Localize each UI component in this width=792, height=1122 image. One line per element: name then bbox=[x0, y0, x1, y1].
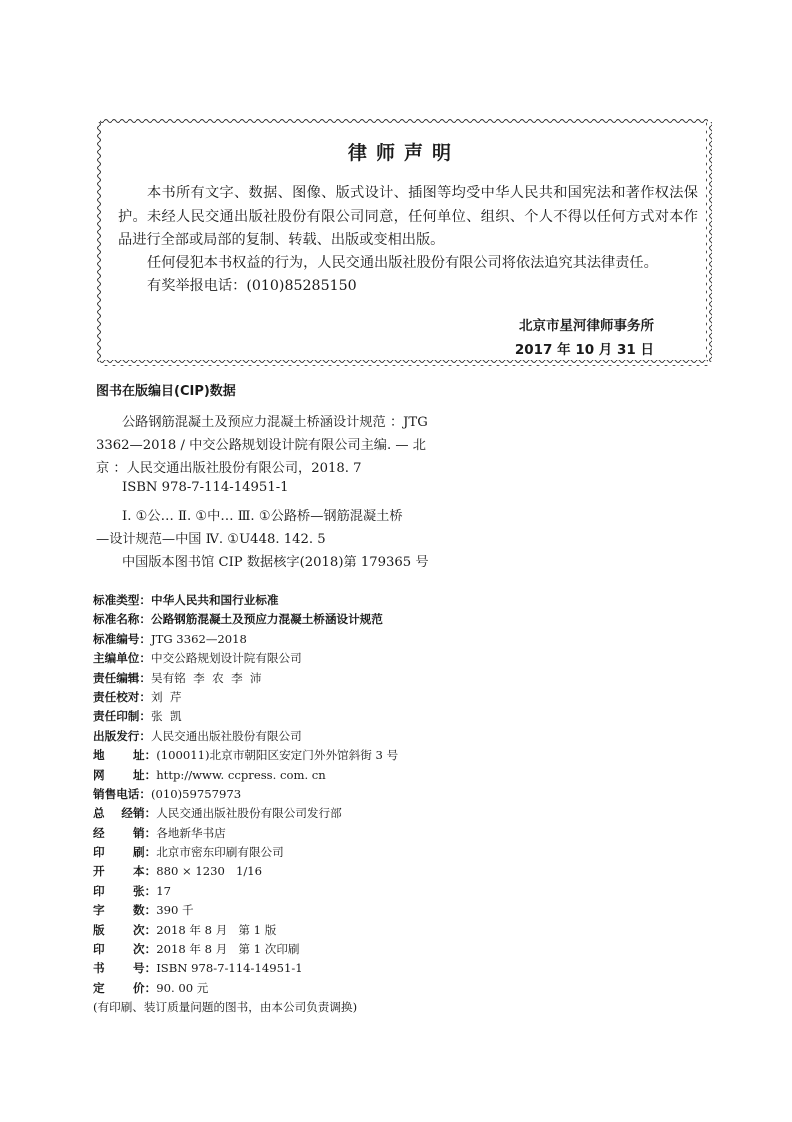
info-value: 刘 芹 bbox=[150, 689, 182, 704]
info-label: 责任校对： bbox=[93, 689, 151, 704]
info-value: 吴有铭 李 农 李 沛 bbox=[150, 670, 262, 685]
info-row-proofreader bbox=[93, 688, 693, 707]
quality-note bbox=[93, 998, 693, 1017]
info-row-price bbox=[93, 979, 693, 998]
info-label: 销售电话： bbox=[93, 786, 151, 801]
info-value: 各地新华书店 bbox=[156, 825, 226, 840]
cip-line: 京 ：人民交通出版社股份有限公司，2018. 7 bbox=[96, 461, 362, 476]
info-row-responsible-editor bbox=[93, 669, 693, 688]
info-label: 次： bbox=[133, 922, 157, 937]
info-label: 号： bbox=[133, 961, 157, 976]
info-label: 次： bbox=[133, 942, 157, 957]
info-value: 公路钢筋混凝土及预应力混凝土桥涵设计规范 bbox=[150, 612, 383, 627]
notice-paragraph-copyright: 本书所有文字、数据、图像、版式设计、插图等均受中华人民共和国宪法和著作权法保护。未经人民交通出版社股份有限公司同意，任何单位、组织、个人不得以任何方式对本作品进行全部或局部的复制、转载、出版或变相出版。 bbox=[118, 185, 698, 248]
info-value: 2018 年 8 月 第 1 次印刷 bbox=[156, 942, 300, 957]
info-value: 北京市密东印刷有限公司 bbox=[156, 845, 284, 860]
info-value: (010)59757973 bbox=[150, 786, 242, 801]
info-value: 90. 00 元 bbox=[156, 980, 209, 995]
cip-line: 公路钢筋混凝土及预应力混凝土桥涵设计规范 ：JTG bbox=[122, 415, 428, 430]
notice-paragraph-hotline: 有奖举报电话：(010)85285150 bbox=[147, 278, 357, 294]
info-label: 址： bbox=[133, 767, 157, 782]
info-label: 标准类型： bbox=[93, 593, 151, 607]
info-row-distributor bbox=[93, 804, 693, 823]
info-label: 出版发行： bbox=[93, 728, 151, 743]
info-value: ISBN 978-7-114-14951-1 bbox=[156, 961, 303, 976]
info-row-print-supervisor bbox=[93, 707, 693, 726]
info-row-standard-type bbox=[93, 591, 693, 610]
info-value: 张 凯 bbox=[150, 709, 182, 724]
info-label: 印 bbox=[93, 942, 105, 957]
info-row-sales-phone bbox=[93, 785, 693, 804]
info-label: 经 bbox=[93, 825, 105, 840]
cip-heading: 图书在版编目(CIP)数据 bbox=[96, 384, 236, 399]
info-label: 网 bbox=[93, 767, 105, 782]
info-value: http://www. ccpress. com. cn bbox=[156, 767, 326, 782]
info-row-retailer bbox=[93, 824, 693, 843]
info-label: 印 bbox=[93, 883, 105, 898]
notice-signature-org: 北京市星河律师事务所 bbox=[519, 318, 654, 334]
notice-paragraph-infringement: 任何侵犯本书权益的行为，人民交通出版社股份有限公司将依法追究其法律责任。 bbox=[147, 255, 658, 271]
info-label: 总 经 bbox=[93, 806, 133, 821]
info-label: 地 bbox=[93, 748, 105, 763]
info-label: 定 bbox=[93, 980, 105, 995]
info-label: 书 bbox=[93, 961, 105, 976]
info-label: 数： bbox=[133, 903, 157, 918]
info-label: 销： bbox=[133, 825, 157, 840]
info-row-publisher bbox=[93, 727, 693, 746]
cip-line: 中国版本图书馆 CIP 数据核字(2018)第 179365 号 bbox=[122, 555, 429, 570]
info-row-isbn bbox=[93, 959, 693, 978]
cip-line: Ⅰ. ①公… Ⅱ. ①中… Ⅲ. ①公路桥—钢筋混凝土桥 bbox=[122, 509, 403, 524]
info-row-impression bbox=[93, 940, 693, 959]
info-value: (100011)北京市朝阳区安定门外外馆斜街 3 号 bbox=[156, 748, 399, 763]
info-value: 390 千 bbox=[156, 903, 194, 918]
info-label: 责任编辑： bbox=[93, 670, 151, 685]
info-label: 版 bbox=[93, 922, 105, 937]
info-value: 中交公路规划设计院有限公司 bbox=[150, 651, 302, 666]
cip-line: —设计规范—中国 Ⅳ. ①U448. 142. 5 bbox=[96, 532, 326, 547]
info-value: 2018 年 8 月 第 1 版 bbox=[156, 922, 277, 937]
info-row-standard-code bbox=[93, 630, 693, 649]
notice-signature-date: 2017 年 10 月 31 日 bbox=[514, 342, 654, 358]
info-row-format bbox=[93, 862, 693, 881]
info-note: (有印刷、装订质量问题的图书，由本公司负责调换) bbox=[93, 1000, 358, 1015]
info-label: 责任印制： bbox=[93, 709, 151, 724]
info-row-edition bbox=[93, 921, 693, 940]
cip-line: ISBN 978-7-114-14951-1 bbox=[122, 480, 289, 495]
info-row-address bbox=[93, 746, 693, 765]
info-value: 人民交通出版社股份有限公司发行部 bbox=[156, 806, 342, 821]
info-label: 本： bbox=[133, 864, 157, 879]
info-row-sheets bbox=[93, 882, 693, 901]
info-value: 人民交通出版社股份有限公司 bbox=[150, 728, 302, 743]
notice-title: 律师声明 bbox=[347, 142, 460, 164]
info-row-standard-name bbox=[93, 610, 693, 629]
info-value: 17 bbox=[156, 883, 171, 898]
cip-line: 3362—2018 / 中交公路规划设计院有限公司主编. — 北 bbox=[96, 438, 426, 453]
info-label: 开 bbox=[93, 864, 105, 879]
info-label: 标准编号： bbox=[93, 631, 151, 646]
info-value: 880 × 1230 1/16 bbox=[156, 864, 263, 879]
info-label: 张： bbox=[133, 883, 157, 898]
lawyer-notice-box bbox=[96, 118, 712, 366]
info-label: 销： bbox=[133, 806, 157, 821]
info-label: 标准名称： bbox=[93, 612, 151, 627]
info-label: 刷： bbox=[133, 845, 157, 860]
info-label: 价： bbox=[133, 980, 157, 995]
info-value: 中华人民共和国行业标准 bbox=[150, 593, 279, 607]
info-row-words bbox=[93, 901, 693, 920]
info-label: 主编单位： bbox=[93, 651, 151, 666]
info-label: 址： bbox=[133, 748, 157, 763]
publication-info bbox=[93, 591, 693, 1018]
info-label: 字 bbox=[93, 903, 105, 918]
info-row-editor-unit bbox=[93, 649, 693, 668]
info-value: JTG 3362—2018 bbox=[150, 631, 247, 646]
info-label: 印 bbox=[93, 845, 105, 860]
info-row-website bbox=[93, 766, 693, 785]
info-row-printer bbox=[93, 843, 693, 862]
